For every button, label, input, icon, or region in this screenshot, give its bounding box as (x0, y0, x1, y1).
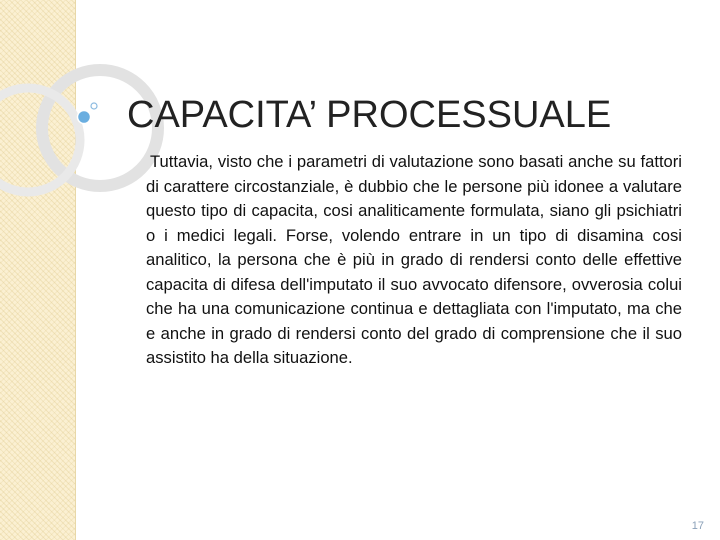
accent-circle-large (78, 111, 91, 124)
left-decorative-band (0, 0, 75, 540)
accent-circle-small (91, 103, 97, 109)
slide-body-text: Tuttavia, visto che i parametri di valutazione sono basati anche su fattori di carattere circostanziale, è dubbio che le persone più idonee a valutare questo tipo di capacita, cosi analiticamente formulata, siano gli psichiatri o i medici legali. Forse, volendo entrare in un tipo di disamina cosi analitico, la persona che è più in grado di rendersi conto delle effettive capacita di difesa dell'imputato il suo avvocato difensore, ovverosia colui che ha una comunicazione continua e dettagliata con l'imputato, ma che e anche in grado di rendersi conto del grado di comprensione che il suo assistito ha della situazione. (146, 152, 682, 367)
band-edge-line (75, 0, 76, 540)
slide-title: CAPACITA’ PROCESSUALE (127, 94, 612, 136)
page-number: 17 (691, 520, 704, 532)
